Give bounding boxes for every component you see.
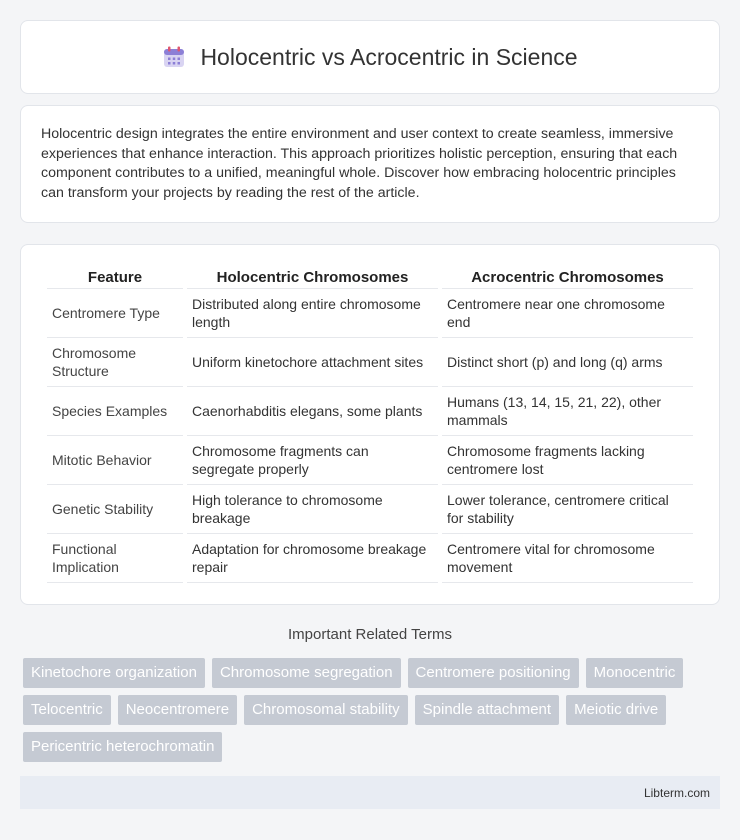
related-terms-title: Important Related Terms	[288, 626, 452, 643]
term-tag[interactable]: Telocentric	[23, 695, 111, 725]
table-cell: Distinct short (p) and long (q) arms	[442, 338, 693, 387]
table-cell: Mitotic Behavior	[47, 436, 183, 485]
table-cell: Genetic Stability	[47, 485, 183, 534]
term-tag[interactable]: Kinetochore organization	[23, 658, 205, 688]
table-cell: Caenorhabditis elegans, some plants	[187, 387, 438, 436]
table-row	[47, 387, 693, 436]
related-terms-list	[23, 658, 713, 762]
column-header: Feature	[47, 265, 183, 289]
table-header-row	[47, 265, 693, 289]
footer-site-link[interactable]: Libterm.com	[643, 785, 710, 800]
table-cell: Lower tolerance, centromere critical for stability	[442, 485, 693, 534]
intro-text: Holocentric design integrates the entire environment and user context to create seamless, immersive experiences that enhance interaction. This approach prioritizes holistic perception, ensuring that each component contributes to a unified, meaningful whole. Discover how embracing holocentric principles can transform your projects by reading the rest of the article.	[41, 126, 678, 201]
table-cell: Functional Implication	[47, 534, 183, 583]
table-cell: Chromosome Structure	[47, 338, 183, 387]
term-tag[interactable]: Pericentric heterochromatin	[23, 732, 222, 762]
term-tag[interactable]: Spindle attachment	[415, 695, 559, 725]
column-header: Holocentric Chromosomes	[187, 265, 438, 289]
table-cell: Centromere vital for chromosome movement	[442, 534, 693, 583]
comparison-table-card	[20, 244, 720, 605]
term-tag[interactable]: Centromere positioning	[408, 658, 579, 688]
page-title: Holocentric vs Acrocentric in Science	[200, 43, 578, 70]
table-row	[47, 338, 693, 387]
table-cell: Uniform kinetochore attachment sites	[187, 338, 438, 387]
table-cell: Centromere Type	[47, 289, 183, 338]
table-cell: Adaptation for chromosome breakage repair	[187, 534, 438, 583]
table-cell: Distributed along entire chromosome length	[187, 289, 438, 338]
title-card	[20, 20, 720, 94]
calendar-icon	[162, 45, 186, 69]
term-tag[interactable]: Meiotic drive	[566, 695, 666, 725]
table-row	[47, 485, 693, 534]
table-cell: Chromosome fragments can segregate properly	[187, 436, 438, 485]
term-tag[interactable]: Monocentric	[586, 658, 684, 688]
table-cell: Species Examples	[47, 387, 183, 436]
footer	[20, 776, 720, 809]
term-tag[interactable]: Neocentromere	[118, 695, 237, 725]
column-header: Acrocentric Chromosomes	[442, 265, 693, 289]
table-cell: High tolerance to chromosome breakage	[187, 485, 438, 534]
term-tag[interactable]: Chromosomal stability	[244, 695, 408, 725]
term-tag[interactable]: Chromosome segregation	[212, 658, 401, 688]
table-cell: Humans (13, 14, 15, 21, 22), other mammals	[442, 387, 693, 436]
comparison-table	[43, 265, 697, 583]
table-cell: Centromere near one chromosome end	[442, 289, 693, 338]
table-cell: Chromosome fragments lacking centromere lost	[442, 436, 693, 485]
table-row	[47, 289, 693, 338]
table-row	[47, 534, 693, 583]
intro-card	[20, 105, 720, 223]
table-row	[47, 436, 693, 485]
